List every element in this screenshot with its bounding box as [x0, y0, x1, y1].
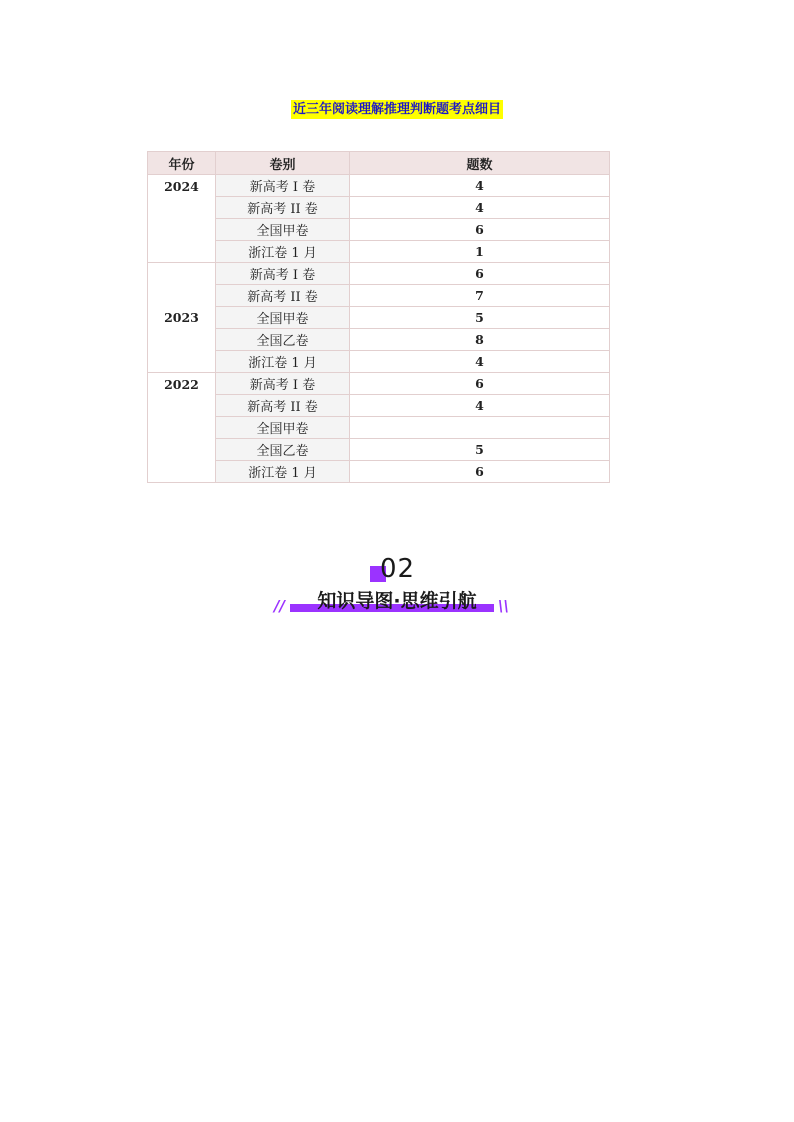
table-row	[148, 285, 610, 307]
title-container	[0, 98, 794, 119]
paper-cell: 新高考 I 卷	[216, 175, 350, 197]
paper-cell: 浙江卷 1 月	[216, 351, 350, 373]
paper-cell: 新高考 II 卷	[216, 197, 350, 219]
table-row	[148, 241, 610, 263]
paper-cell: 全国甲卷	[216, 307, 350, 329]
section-heading: 知识导图·思维引航	[317, 590, 477, 612]
table-header-row	[148, 152, 610, 175]
table-row	[148, 351, 610, 373]
paper-cell: 全国乙卷	[216, 439, 350, 461]
table-row	[148, 439, 610, 461]
paper-cell: 全国甲卷	[216, 219, 350, 241]
table-row	[148, 263, 610, 285]
count-cell: 6	[350, 373, 610, 395]
section-number: 02	[380, 554, 416, 584]
table-row	[148, 417, 610, 439]
paper-cell: 全国乙卷	[216, 329, 350, 351]
count-cell: 6	[350, 263, 610, 285]
count-cell: 1	[350, 241, 610, 263]
table-row	[148, 197, 610, 219]
count-cell	[350, 417, 610, 439]
paper-cell: 浙江卷 1 月	[216, 241, 350, 263]
paper-cell: 新高考 I 卷	[216, 373, 350, 395]
count-cell: 8	[350, 329, 610, 351]
section-number-block	[370, 552, 430, 586]
left-slash-decoration: //	[274, 597, 285, 615]
count-cell: 5	[350, 439, 610, 461]
paper-cell: 新高考 II 卷	[216, 285, 350, 307]
paper-cell: 新高考 I 卷	[216, 263, 350, 285]
page-title: 近三年阅读理解推理判断题考点细目	[292, 102, 501, 117]
header-year: 年份	[148, 152, 216, 175]
table-row	[148, 461, 610, 483]
paper-cell: 浙江卷 1 月	[216, 461, 350, 483]
count-cell: 4	[350, 197, 610, 219]
year-cell: 2024	[148, 175, 216, 263]
table-row	[148, 175, 610, 197]
count-cell: 7	[350, 285, 610, 307]
header-count: 题数	[350, 152, 610, 175]
paper-cell: 新高考 II 卷	[216, 395, 350, 417]
table-row	[148, 395, 610, 417]
year-cell: 2023	[148, 263, 216, 373]
table-row	[148, 373, 610, 395]
table-row	[148, 219, 610, 241]
right-slash-decoration: \\	[498, 597, 509, 615]
count-cell: 6	[350, 461, 610, 483]
section-header	[270, 552, 524, 622]
count-cell: 4	[350, 395, 610, 417]
paper-cell: 全国甲卷	[216, 417, 350, 439]
header-paper: 卷别	[216, 152, 350, 175]
table-row	[148, 307, 610, 329]
year-cell: 2022	[148, 373, 216, 483]
count-cell: 4	[350, 175, 610, 197]
count-cell: 5	[350, 307, 610, 329]
count-cell: 6	[350, 219, 610, 241]
exam-stats-table	[147, 151, 610, 483]
table-row	[148, 329, 610, 351]
count-cell: 4	[350, 351, 610, 373]
